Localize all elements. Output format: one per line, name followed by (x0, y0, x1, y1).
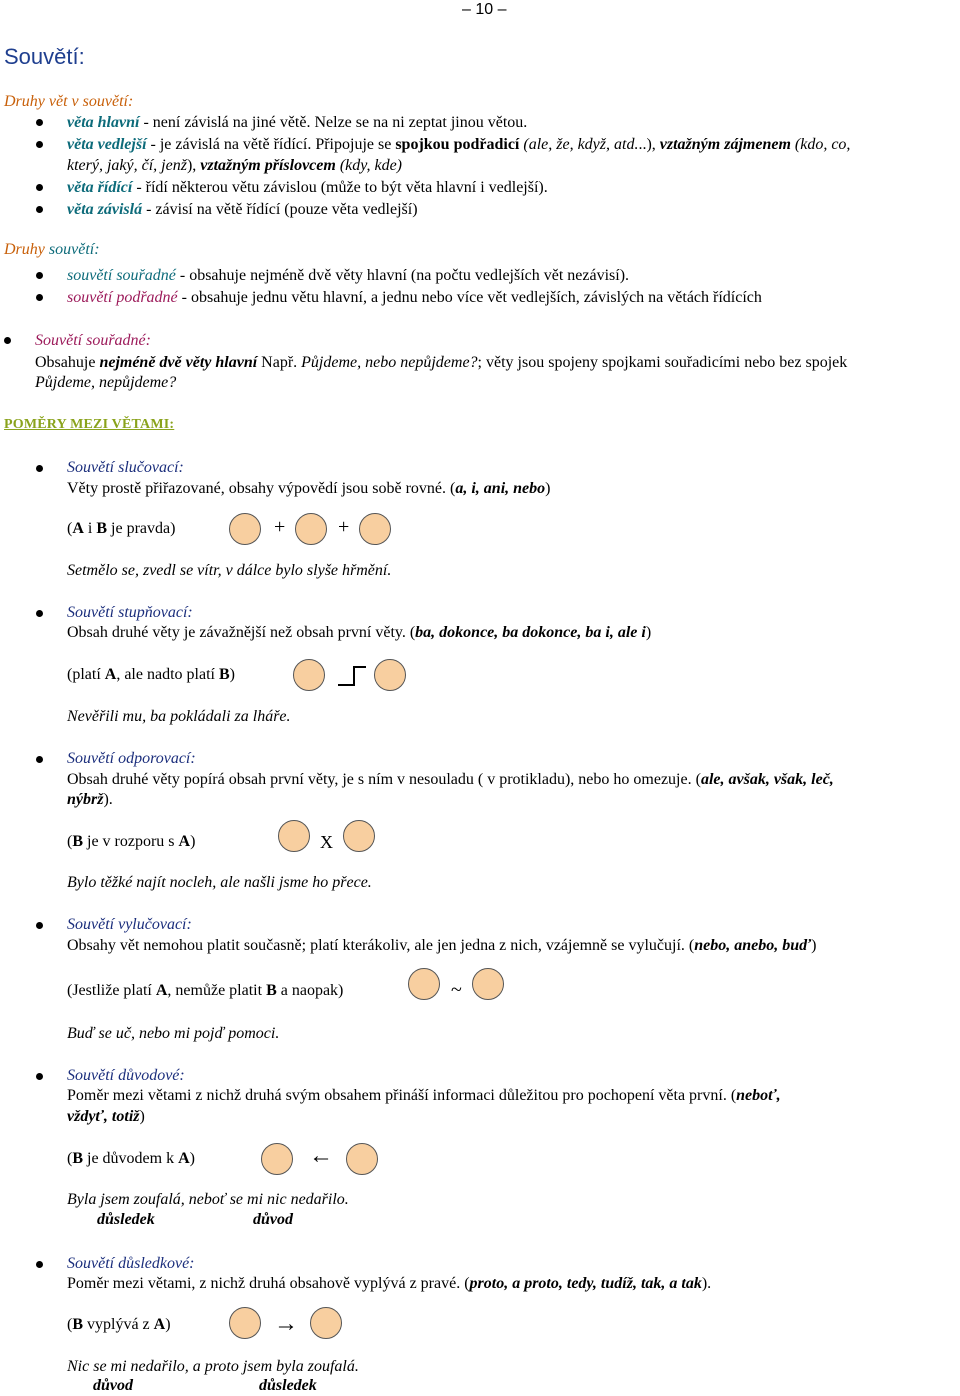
text: , ale nadto platí (116, 666, 219, 683)
bullet-icon (36, 141, 43, 148)
description (67, 1086, 781, 1106)
term: věta závislá (67, 201, 143, 218)
text: ). (103, 791, 113, 808)
plus-icon: + (274, 516, 286, 538)
text: Obsah druhé věty je závažnější než obsah první věty. ( (67, 624, 416, 641)
circle-icon (310, 1307, 342, 1339)
bullet-icon (36, 119, 43, 126)
list-item (67, 200, 418, 220)
bullet-icon (36, 272, 43, 279)
text: Obsahy vět nemohou platit současně; platí kterákoliv, ale jen jedna z nich, vzájemně se vylučují. ( (67, 937, 695, 954)
text: ) (190, 833, 196, 850)
text: i (83, 520, 97, 537)
arrow-right-icon: → (274, 1311, 298, 1337)
term: věta řídící (67, 179, 133, 196)
description-continuation (67, 1107, 145, 1127)
item-italic: (kdy, kde) (335, 157, 403, 174)
item-text: ), (186, 157, 201, 174)
circle-icon (295, 513, 327, 545)
text: , nemůže platit (167, 982, 267, 999)
step-up-icon (336, 663, 368, 689)
pomery-heading: POMĚRY MEZI VĚTAMI: (4, 417, 175, 432)
example-text: Buď se uč, nebo mi pojď pomoci. (67, 1025, 280, 1042)
conjunctions: vždyť, totiž (67, 1108, 140, 1125)
text: ) (645, 624, 652, 641)
paragraph (35, 353, 847, 373)
bullet-icon (36, 294, 43, 301)
text-italic: Půjdeme, nebo nepůjdeme? (301, 354, 478, 371)
description (67, 623, 651, 643)
text: ) (545, 480, 551, 497)
text: je pravda) (107, 520, 176, 537)
text: ( (67, 520, 73, 537)
example-label: důsledek (259, 1377, 317, 1394)
example-text: Byla jsem zoufalá, neboť se mi nic nedařilo. (67, 1191, 349, 1208)
description-continuation (67, 790, 113, 810)
circle-icon (346, 1143, 378, 1175)
subsection-heading: Souvětí odporovací: (67, 750, 196, 767)
example-label: důsledek (97, 1211, 155, 1228)
bullet-icon (36, 206, 43, 213)
text: B (72, 833, 83, 850)
text: A (104, 666, 117, 683)
item-text: ..), (638, 136, 660, 153)
text: Obsah druhé věty popírá obsah první věty, je s ním v nesouladu ( v protikladu), nebo ho omezuje. ( (67, 771, 701, 788)
description (67, 770, 834, 790)
text: je důvodem k (83, 1150, 179, 1167)
text: A (178, 1150, 190, 1167)
formula (67, 1315, 171, 1335)
text: vyplývá z (83, 1316, 154, 1333)
description (67, 479, 550, 499)
list-item (67, 135, 850, 155)
text: ( (67, 1150, 73, 1167)
text: B (72, 1150, 83, 1167)
conjunctions: nebo, anebo, buď (694, 937, 812, 954)
bullet-icon (36, 184, 43, 191)
heading-part: souvětí: (48, 241, 100, 258)
item-bold: spojkou podřadicí (395, 136, 520, 153)
circle-icon (472, 968, 504, 1000)
term: věta hlavní (67, 114, 140, 131)
example-label: důvod (93, 1377, 133, 1394)
description (67, 1274, 711, 1294)
cross-icon: X (320, 832, 333, 852)
item-text: - obsahuje nejméně dvě věty hlavní (na počtu vedlejších vět nezávisí). (175, 267, 630, 284)
text: Poměr mezi větami z nichž druhá svým obsahem přináší informaci důležitou pro pochopení věta první. ( (67, 1087, 737, 1104)
text: Obsahuje (35, 354, 100, 371)
term: souvětí souřadné (67, 267, 176, 284)
item-bold: vztažným příslovcem (200, 157, 336, 174)
text: (Jestliže platí (67, 982, 156, 999)
arrow-left-icon: ← (309, 1143, 333, 1169)
section-heading-druhy-souveti (4, 240, 100, 260)
formula (67, 981, 343, 1001)
bullet-icon (36, 465, 43, 472)
text: ( (67, 833, 73, 850)
item-text: - obsahuje jednu větu hlavní, a jednu nebo více vět vedlejších, závislých na větách řídících (177, 289, 762, 306)
text: ). (701, 1275, 712, 1292)
text: ) (139, 1108, 145, 1125)
text: ; věty jsou spojeny spojkami souřadicími nebo bez spojek (477, 354, 848, 371)
item-text: - je závislá na větě řídící. Připojuje se (146, 136, 396, 153)
conjunctions: neboť, (736, 1087, 781, 1104)
bullet-icon (36, 922, 43, 929)
item-italic: (kdo, co, (790, 136, 851, 153)
conjunctions: nýbrž (67, 791, 104, 808)
text: a naopak) (276, 982, 344, 999)
list-item (67, 178, 548, 198)
example-text: Setmělo se, zvedl se vítr, v dálce bylo slyše hřmění. (67, 562, 392, 579)
text: A (155, 982, 168, 999)
item-italic: který, jaký, čí, jenž (67, 157, 187, 174)
circle-icon (359, 513, 391, 545)
circle-icon (229, 1307, 261, 1339)
text: (platí (67, 666, 105, 683)
circle-icon (374, 659, 406, 691)
text: Poměr mezi větami, z nichž druhá obsahově vyplývá z pravé. ( (67, 1275, 470, 1292)
description (67, 936, 816, 956)
circle-icon (278, 820, 310, 852)
item-text: - není závislá na jiné větě. Nelze se na ni zeptat jinou větou. (139, 114, 528, 131)
bullet-icon (36, 756, 43, 763)
tilde-icon: ~ (451, 979, 462, 1001)
example-label: důvod (253, 1211, 293, 1228)
bullet-icon (36, 610, 43, 617)
text: ) (165, 1316, 171, 1333)
text: ) (229, 666, 235, 683)
list-item (67, 266, 629, 286)
example-text: Bylo těžké najít nocleh, ale našli jsme ho přece. (67, 874, 372, 891)
formula (67, 1149, 195, 1169)
item-bold: vztažným zájmenem (659, 136, 791, 153)
section-heading-druhy-vet: Druhy vět v souvětí: (4, 93, 134, 110)
circle-icon (408, 968, 440, 1000)
example-text: Půjdeme, nepůjdeme? (35, 374, 177, 391)
conjunctions: ba, dokonce, ba dokonce, ba i, ale i (415, 624, 646, 641)
text: ) (811, 937, 817, 954)
term: souvětí podřadné (67, 289, 178, 306)
circle-icon (261, 1143, 293, 1175)
page-title: Souvětí: (4, 44, 85, 69)
formula (67, 519, 175, 539)
conjunctions: proto, a proto, tedy, tudíž, tak, a tak (469, 1275, 702, 1292)
list-item (67, 288, 762, 308)
example-text: Nic se mi nedařilo, a proto jsem byla zoufalá. (67, 1358, 359, 1375)
circle-icon (293, 659, 325, 691)
text: A (72, 520, 84, 537)
circle-icon (229, 513, 261, 545)
plus-icon: + (338, 516, 350, 538)
item-text: - řídí některou větu závislou (může to být věta hlavní i vedlejší). (132, 179, 548, 196)
text: B (96, 520, 108, 537)
text: A (153, 1316, 166, 1333)
subsection-heading: Souvětí vylučovací: (67, 916, 192, 933)
text: A (178, 833, 191, 850)
text: Věty prostě přiřazované, obsahy výpovědí jsou sobě rovné. ( (67, 480, 456, 497)
bullet-icon (36, 1073, 43, 1080)
heading-part: Druhy (4, 241, 49, 258)
text: ( (67, 1316, 73, 1333)
subsection-heading: Souvětí stupňovací: (67, 604, 193, 621)
text: Např. (257, 354, 302, 371)
text: B (72, 1316, 83, 1333)
list-item-continuation (67, 156, 402, 176)
item-text: - závisí na větě řídící (pouze věta vedlejší) (142, 201, 418, 218)
formula (67, 832, 195, 852)
bullet-icon (36, 1261, 43, 1268)
conjunctions: ale, avšak, však, leč, (700, 771, 834, 788)
text: B (266, 982, 277, 999)
circle-icon (343, 820, 375, 852)
subsection-heading: Souvětí slučovací: (67, 459, 184, 476)
page-number: – 10 – (462, 1, 507, 18)
bullet-icon (4, 337, 11, 344)
text: B (218, 666, 230, 683)
text-bold: nejméně dvě věty hlavní (99, 354, 258, 371)
text: je v rozporu s (83, 833, 179, 850)
subsection-heading: Souvětí důsledkové: (67, 1255, 195, 1272)
term: věta vedlejší (67, 136, 147, 153)
conjunctions: a, i, ani, nebo (455, 480, 546, 497)
subsection-heading: Souvětí důvodové: (67, 1067, 185, 1084)
item-italic: (ale, že, když, atd. (519, 136, 639, 153)
text: ) (189, 1150, 195, 1167)
formula (67, 665, 235, 685)
list-item (67, 113, 527, 133)
subsection-heading: Souvětí souřadné: (35, 332, 151, 349)
example-text: Nevěřili mu, ba pokládali za lháře. (67, 708, 291, 725)
